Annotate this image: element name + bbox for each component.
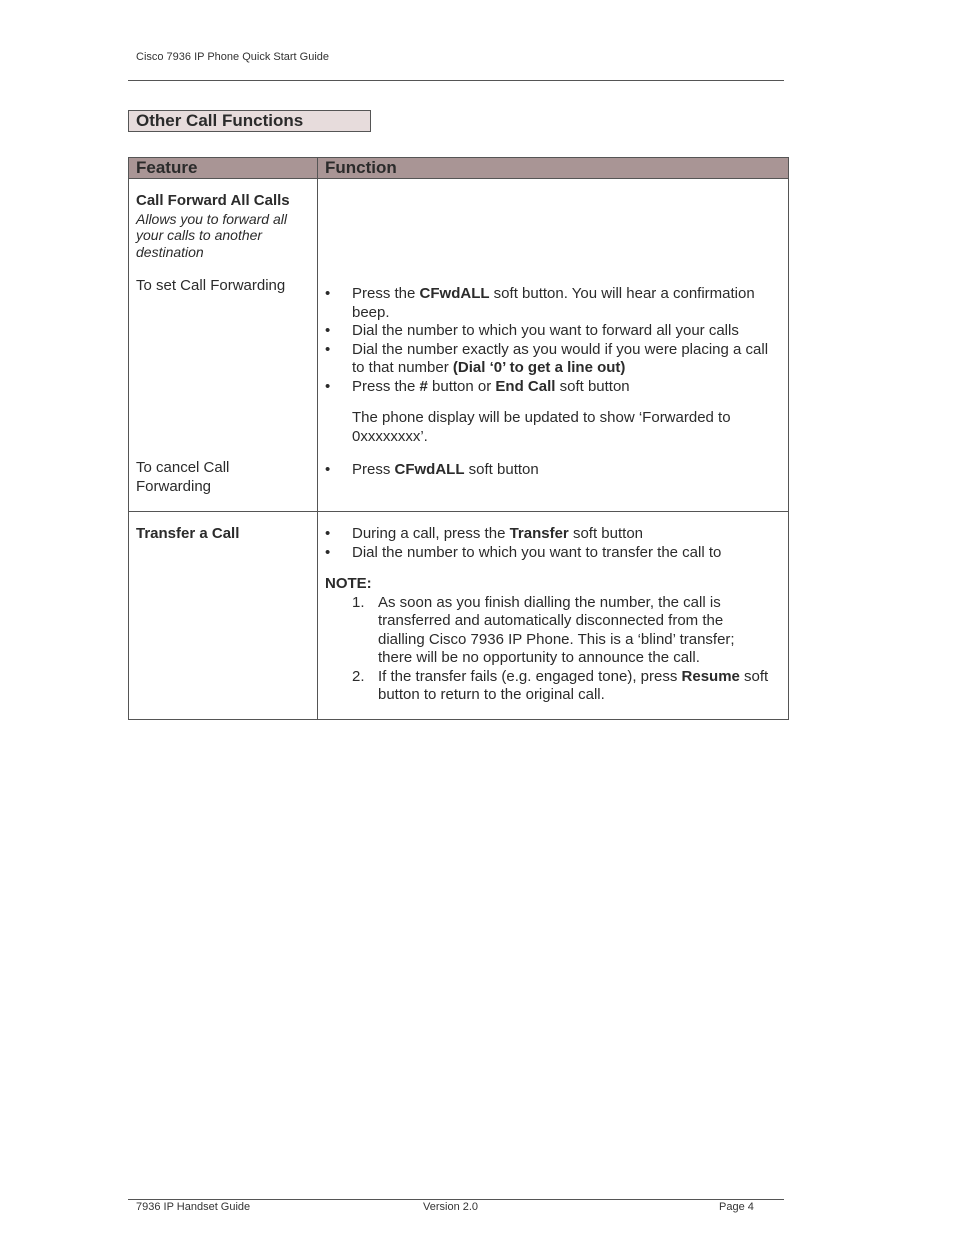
table-row	[129, 179, 789, 512]
list-item: • Dial the number exactly as you would if you were placing a call to that number (Dial ‘0’ to get a line out)	[325, 341, 780, 378]
display-update-note: The phone display will be updated to show ‘Forwarded to 0xxxxxxxx’.	[352, 409, 731, 445]
list-item: • Press the CFwdALL soft button. You will hear a confirmation beep.	[325, 285, 780, 322]
column-header-function: Function	[318, 158, 789, 179]
running-header: Cisco 7936 IP Phone Quick Start Guide	[136, 51, 330, 63]
set-forwarding-steps	[325, 285, 780, 396]
section-title: Other Call Functions	[128, 110, 371, 132]
feature-title: Call Forward All Calls	[136, 192, 290, 209]
set-forwarding-label: To set Call Forwarding	[136, 277, 286, 294]
list-item: • Dial the number to which you want to forward all your calls	[325, 322, 780, 341]
list-item: • Dial the number to which you want to transfer the call to	[325, 544, 781, 563]
feature-cell-cfwd	[129, 179, 318, 512]
cancel-forwarding-steps	[325, 461, 539, 480]
cancel-forwarding-label: To cancel Call Forwarding	[136, 459, 230, 495]
function-cell-cfwd	[318, 179, 789, 512]
transfer-notes	[325, 594, 769, 705]
table-row	[129, 512, 789, 720]
list-item: • During a call, press the Transfer soft button	[325, 525, 781, 544]
function-cell-transfer	[318, 512, 789, 720]
footer-version: Version 2.0	[423, 1201, 479, 1213]
header-divider	[128, 80, 784, 81]
footer-document-name: 7936 IP Handset Guide	[136, 1201, 251, 1213]
table-header-row	[129, 158, 789, 179]
footer-page-number: Page 4	[719, 1201, 754, 1213]
column-header-feature: Feature	[129, 158, 318, 179]
feature-table	[128, 157, 789, 720]
feature-title: Transfer a Call	[136, 525, 240, 542]
note-label: NOTE:	[325, 575, 372, 592]
footer-divider	[128, 1199, 784, 1200]
list-item: • Press CFwdALL soft button	[325, 461, 539, 480]
transfer-steps	[325, 525, 781, 562]
feature-cell-transfer	[129, 512, 318, 720]
list-item: 1. As soon as you finish dialling the number, the call is transferred and automatically disconnected from the dialling Cisco 7936 IP Phone. This is a ‘blind’ transfer; there will be no opportunity to announce the call.	[352, 593, 735, 666]
list-item: • Press the # button or End Call soft button	[325, 378, 780, 397]
feature-description: Allows you to forward all your calls to another destination	[136, 210, 287, 260]
list-item: 2. If the transfer fails (e.g. engaged tone), press Resume soft button to return to the original call.	[352, 667, 769, 703]
